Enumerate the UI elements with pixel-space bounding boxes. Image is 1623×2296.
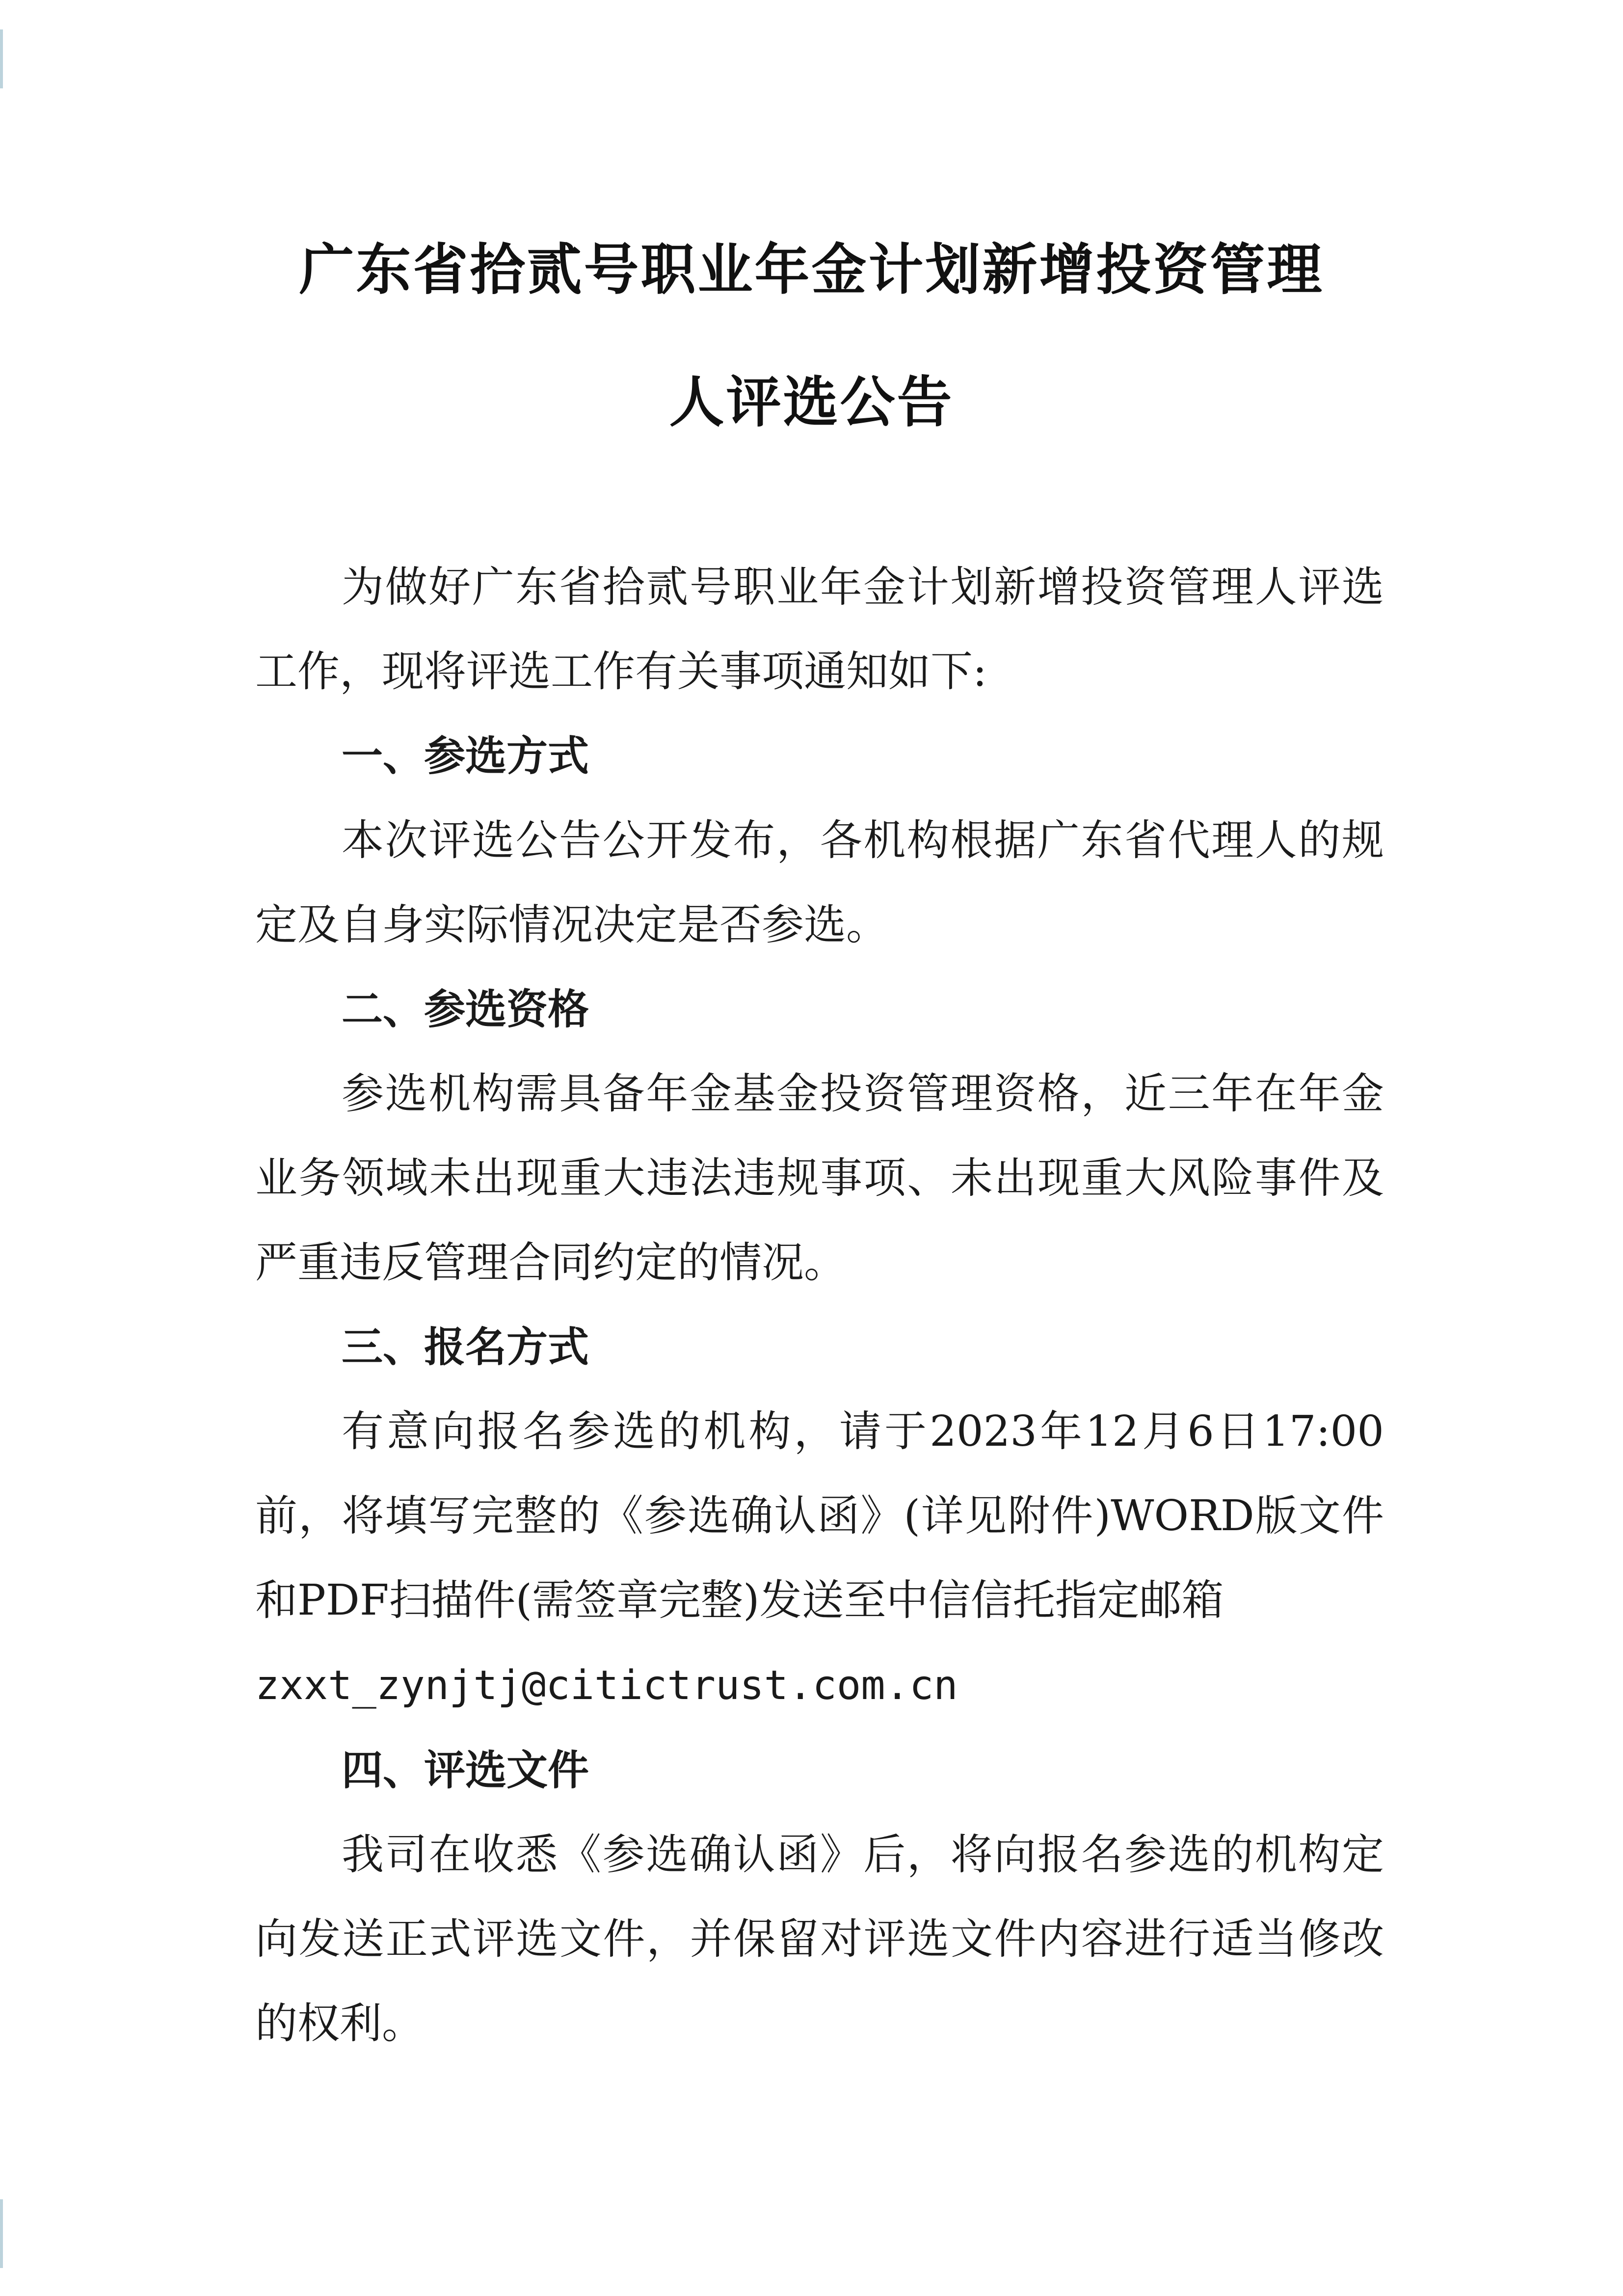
- contact-email: zxxt_zynjtj@citictrust.com.cn: [255, 1662, 958, 1709]
- section-paragraph: 参选机构需具备年金基金投资管理资格，近三年在年金业务领域未出现重大违法违规事项、未出现重大风险事件及严重违反管理合同约定的情况。: [255, 1069, 1384, 1287]
- document-title-line-1: 广东省拾贰号职业年金计划新增投资管理: [299, 238, 1324, 302]
- section-heading: 一、参选方式: [342, 732, 589, 780]
- section-paragraph: [255, 1389, 1384, 1728]
- section-paragraph: 我司在收悉《参选确认函》后，将向报名参选的机构定向发送正式评选文件，并保留对评选文件内容进行适当修改的权利。: [255, 1830, 1384, 2048]
- intro-paragraph: 为做好广东省拾贰号职业年金计划新增投资管理人评选工作，现将评选工作有关事项通知如下:: [255, 563, 1384, 696]
- document-body: [255, 545, 1384, 2066]
- registration-text: 有意向报名参选的机构，请于2023年12月6日17:00前，将填写完整的《参选确认函》(详见附件)WORD版文件和PDF扫描件(需签章完整)发送至中信信托指定邮箱: [255, 1407, 1384, 1625]
- section-heading: 三、报名方式: [342, 1323, 589, 1371]
- scan-edge-mark: [0, 2199, 3, 2268]
- document-title-line-2: 人评选公告: [669, 371, 954, 434]
- section-heading: 二、参选资格: [342, 985, 589, 1033]
- section-paragraph: 本次评选公告公开发布，各机构根据广东省代理人的规定及自身实际情况决定是否参选。: [255, 816, 1384, 949]
- section-heading: 四、评选文件: [342, 1746, 589, 1794]
- scan-edge-mark: [0, 29, 3, 88]
